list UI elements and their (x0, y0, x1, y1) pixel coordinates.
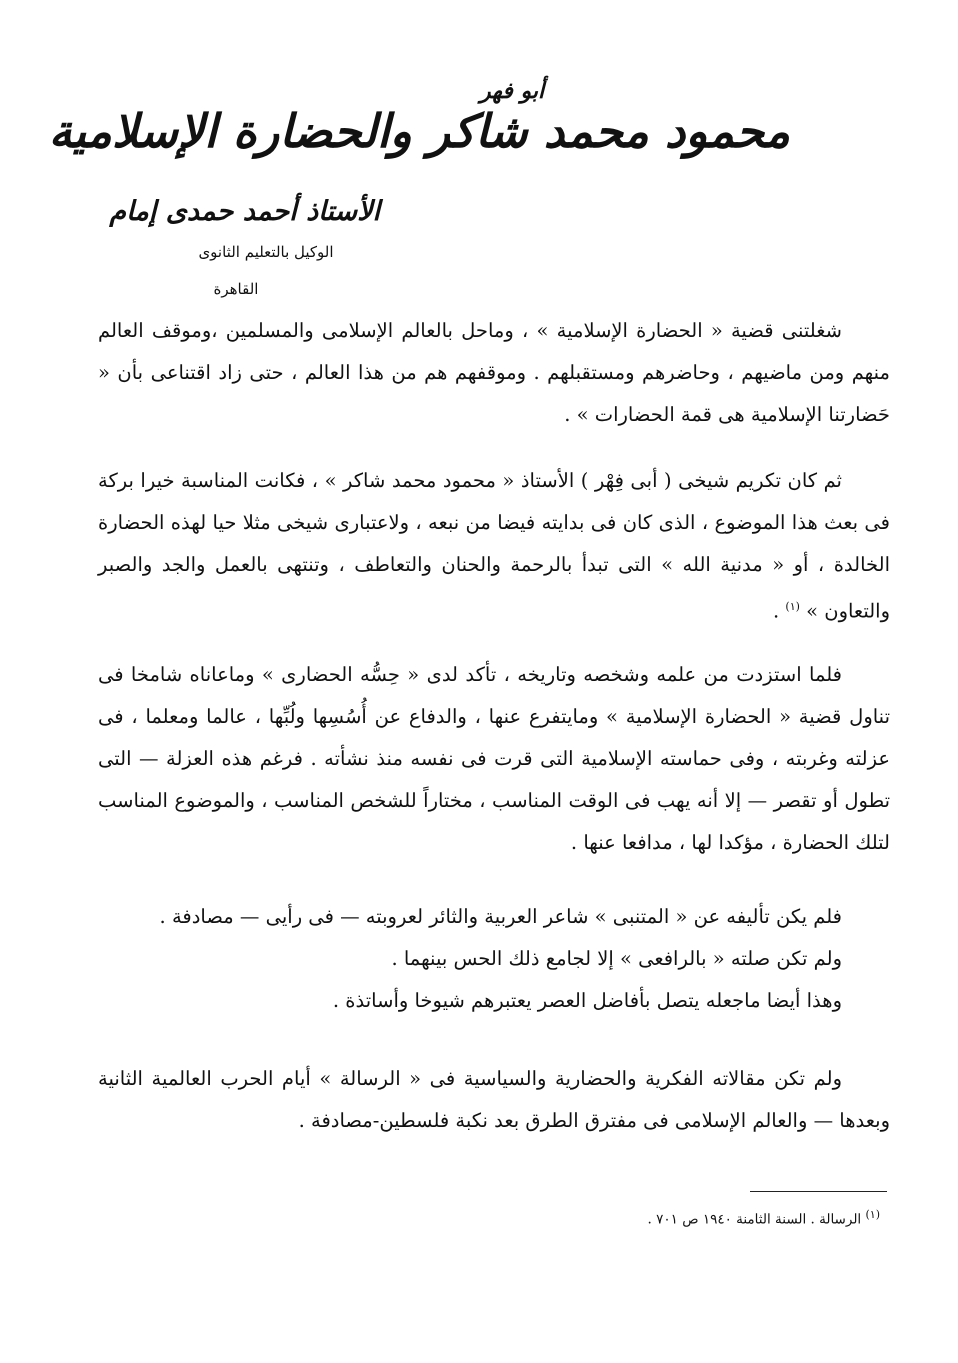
paragraph-3 (98, 654, 890, 864)
paragraph-3-text: فلما استزدت من علمه وشخصه وتاريخه ، تأكد لدى « حِسُّه الحضارى » وماعاناه شامخا فى تناول قضية « الحضارة الإسلامية » ومايتفرع عنها ، والدفاع عن أُسُسِها ولُبِّها ، عالما ومعلما ، فى عزلته وغربته ، وفى حماسته الإسلامية التى قرت فى نفسه منذ نشأته . فرغم هذه العزلة — التى تطول أو تقصر — إلا أنه يهب فى الوقت المناسب ، مختاراً للشخص المناسب ، والموضوع المناسب لتلك الحضارة ، مؤكدا لها ، مدافعا عنها . (98, 663, 890, 854)
author-city: القاهرة (213, 280, 259, 298)
author-role: الوكيل بالتعليم الثانوى (198, 243, 334, 261)
kunya-label: أبو فهر (480, 78, 545, 104)
quote-line: فلم يكن تأليفه عن « المتنبى » شاعر العربية والثائر لعروبته — فى رأيى — مصادفة . (159, 905, 842, 928)
footnote-text: الرسالة . السنة الثامنة ١٩٤٠ ص ٧٠١ . (647, 1211, 862, 1228)
paragraph-1-text: شغلتنى قضية « الحضارة الإسلامية » ، وماحل بالعالم الإسلامى والمسلمين ،وموقف العالم منهم ومن ماضيهم ، وحاضرهم ومستقبلهم . وموقفهم هم من هذا العالم ، حتى زاد اقتناعى بأن « حَضارتنا الإسلامية هى قمة الحضارات » . (98, 319, 890, 426)
paragraph-5-text: ولم تكن مقالاته الفكرية والحضارية والسياسية فى « الرسالة » أيام الحرب العالمية الثانية وبعدها — والعالم الإسلامى فى مفترق الطرق بعد نكبة فلسطين-مصادفة . (98, 1067, 890, 1132)
paragraph-2-text: ثم كان تكريم شيخى ( أبى فِهْر ) الأستاذ « محمود محمد شاكر » ، فكانت المناسبة خيرا بركة فى بعث هذا الموضوع ، الذى كان فى بدايته فيضا من نبعه ، ولاعتبارى شيخى مثلا حيا لهذه الحضارة الخالدة ، أو « مدنية الله » التى تبدأ بالرحمة والحنان والتعاطف ، وتنتهى بالعمل والجد والصبر والتعاون » (98, 469, 890, 623)
paragraph-2-end: . (773, 599, 786, 623)
quote-line: وهذا أيضا ماجعله يتصل بأفاضل العصر يعتبرهم شيوخا وأساتذة . (332, 989, 842, 1012)
quote-block (130, 896, 842, 1022)
footnote-marker: (١) (865, 1208, 880, 1221)
footnote (560, 1208, 880, 1228)
footnote-divider (750, 1191, 887, 1192)
article-title: محمود محمد شاكر والحضارة الإسلامية (48, 104, 790, 158)
author-name: الأستاذ أحمد حمدى إمام (109, 196, 380, 227)
footnote-reference: (١) (785, 600, 800, 613)
paragraph-5 (98, 1058, 890, 1142)
quote-line: ولم تكن صلته « بالرافعى » إلا لجامع ذلك الحس بينهما . (391, 947, 842, 970)
paragraph-1 (98, 310, 890, 436)
paragraph-2 (98, 460, 890, 633)
